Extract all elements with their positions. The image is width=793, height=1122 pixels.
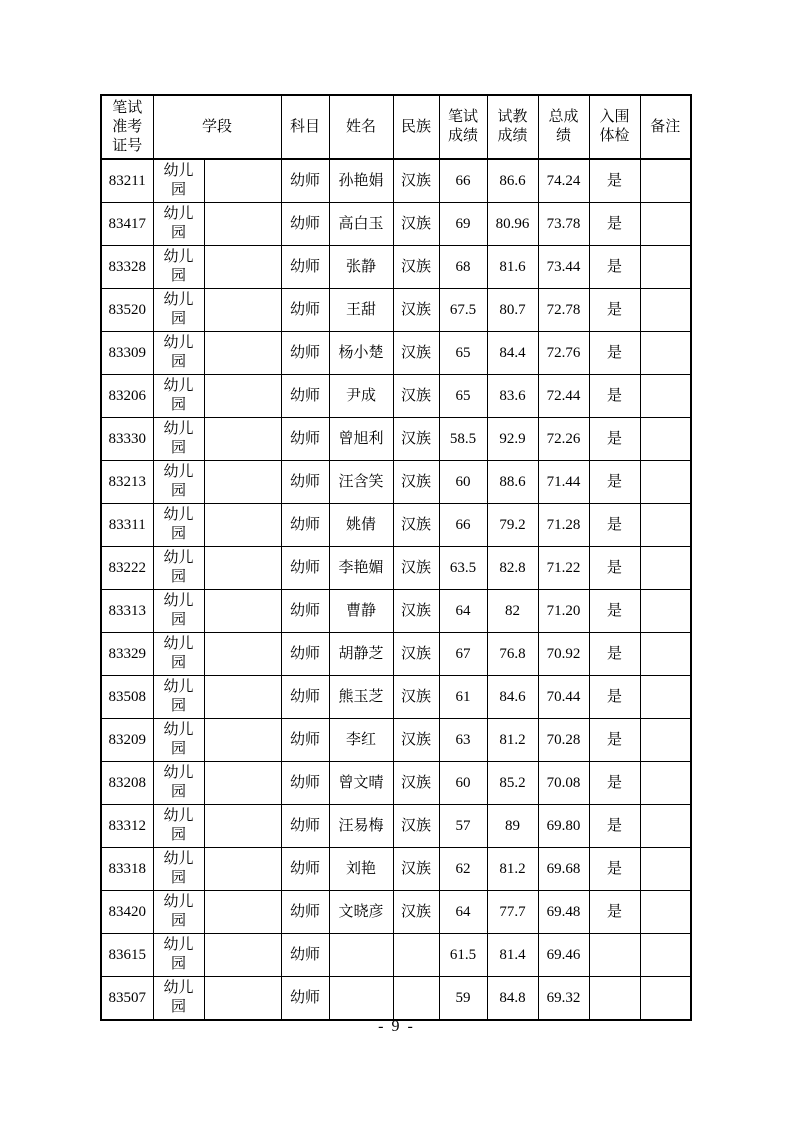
cell-subject: 幼师	[281, 676, 329, 719]
table-row	[101, 633, 691, 676]
cell-exam-no: 83312	[101, 805, 153, 848]
cell-teaching-score: 84.6	[487, 676, 538, 719]
cell-ethnicity: 汉族	[393, 891, 439, 934]
cell-stage: 幼儿园	[153, 934, 204, 977]
cell-remarks	[640, 590, 691, 633]
cell-written-score: 66	[439, 159, 487, 203]
cell-written-score: 65	[439, 375, 487, 418]
cell-exam-no: 83417	[101, 203, 153, 246]
cell-remarks	[640, 805, 691, 848]
cell-name	[329, 977, 393, 1021]
cell-name: 李艳媚	[329, 547, 393, 590]
cell-shortlist-physical: 是	[589, 676, 640, 719]
cell-total-score: 72.76	[538, 332, 589, 375]
cell-shortlist-physical: 是	[589, 203, 640, 246]
cell-teaching-score: 83.6	[487, 375, 538, 418]
cell-teaching-score: 80.7	[487, 289, 538, 332]
cell-ethnicity: 汉族	[393, 805, 439, 848]
table-row	[101, 590, 691, 633]
cell-shortlist-physical: 是	[589, 159, 640, 203]
cell-exam-no: 83313	[101, 590, 153, 633]
cell-shortlist-physical: 是	[589, 848, 640, 891]
cell-teaching-score: 84.8	[487, 977, 538, 1021]
cell-subject: 幼师	[281, 159, 329, 203]
cell-shortlist-physical: 是	[589, 590, 640, 633]
cell-stage: 幼儿园	[153, 676, 204, 719]
cell-remarks	[640, 332, 691, 375]
cell-ethnicity	[393, 934, 439, 977]
cell-shortlist-physical: 是	[589, 418, 640, 461]
cell-stage-sub	[204, 418, 281, 461]
cell-subject: 幼师	[281, 762, 329, 805]
cell-subject: 幼师	[281, 977, 329, 1021]
cell-ethnicity: 汉族	[393, 289, 439, 332]
cell-stage-sub	[204, 805, 281, 848]
cell-subject: 幼师	[281, 719, 329, 762]
cell-name: 汪易梅	[329, 805, 393, 848]
cell-total-score: 72.26	[538, 418, 589, 461]
cell-stage-sub	[204, 547, 281, 590]
cell-shortlist-physical: 是	[589, 461, 640, 504]
cell-name: 姚倩	[329, 504, 393, 547]
cell-remarks	[640, 547, 691, 590]
cell-stage: 幼儿园	[153, 418, 204, 461]
col-header-subject: 科目	[281, 95, 329, 159]
cell-total-score: 69.32	[538, 977, 589, 1021]
cell-written-score: 63	[439, 719, 487, 762]
table-row	[101, 547, 691, 590]
cell-written-score: 62	[439, 848, 487, 891]
cell-teaching-score: 81.2	[487, 719, 538, 762]
cell-stage-sub	[204, 159, 281, 203]
cell-stage: 幼儿园	[153, 332, 204, 375]
cell-total-score: 70.28	[538, 719, 589, 762]
cell-stage: 幼儿园	[153, 848, 204, 891]
cell-written-score: 60	[439, 461, 487, 504]
cell-subject: 幼师	[281, 891, 329, 934]
cell-subject: 幼师	[281, 504, 329, 547]
cell-shortlist-physical: 是	[589, 547, 640, 590]
cell-stage-sub	[204, 977, 281, 1021]
cell-ethnicity: 汉族	[393, 676, 439, 719]
cell-written-score: 59	[439, 977, 487, 1021]
cell-ethnicity: 汉族	[393, 375, 439, 418]
cell-subject: 幼师	[281, 375, 329, 418]
cell-total-score: 71.44	[538, 461, 589, 504]
cell-subject: 幼师	[281, 332, 329, 375]
col-header-exam-no: 笔试准考证号	[101, 95, 153, 159]
table-row	[101, 891, 691, 934]
cell-subject: 幼师	[281, 590, 329, 633]
cell-exam-no: 83309	[101, 332, 153, 375]
cell-teaching-score: 82	[487, 590, 538, 633]
cell-name: 李红	[329, 719, 393, 762]
cell-exam-no: 83208	[101, 762, 153, 805]
cell-ethnicity: 汉族	[393, 590, 439, 633]
cell-shortlist-physical: 是	[589, 289, 640, 332]
cell-teaching-score: 85.2	[487, 762, 538, 805]
cell-stage-sub	[204, 203, 281, 246]
cell-teaching-score: 79.2	[487, 504, 538, 547]
table-row	[101, 504, 691, 547]
cell-name: 孙艳娟	[329, 159, 393, 203]
cell-stage: 幼儿园	[153, 891, 204, 934]
table-row	[101, 159, 691, 203]
cell-stage: 幼儿园	[153, 246, 204, 289]
col-header-name: 姓名	[329, 95, 393, 159]
cell-shortlist-physical: 是	[589, 891, 640, 934]
cell-ethnicity: 汉族	[393, 418, 439, 461]
cell-teaching-score: 81.6	[487, 246, 538, 289]
table-row	[101, 375, 691, 418]
table-row	[101, 461, 691, 504]
cell-stage-sub	[204, 289, 281, 332]
cell-total-score: 70.08	[538, 762, 589, 805]
cell-subject: 幼师	[281, 203, 329, 246]
cell-shortlist-physical: 是	[589, 762, 640, 805]
cell-written-score: 57	[439, 805, 487, 848]
cell-total-score: 72.78	[538, 289, 589, 332]
cell-subject: 幼师	[281, 934, 329, 977]
cell-remarks	[640, 504, 691, 547]
table-row	[101, 719, 691, 762]
col-header-remarks: 备注	[640, 95, 691, 159]
cell-teaching-score: 80.96	[487, 203, 538, 246]
cell-teaching-score: 88.6	[487, 461, 538, 504]
cell-exam-no: 83508	[101, 676, 153, 719]
cell-shortlist-physical	[589, 934, 640, 977]
cell-written-score: 60	[439, 762, 487, 805]
cell-stage-sub	[204, 848, 281, 891]
cell-teaching-score: 76.8	[487, 633, 538, 676]
cell-remarks	[640, 461, 691, 504]
cell-total-score: 69.46	[538, 934, 589, 977]
cell-total-score: 71.20	[538, 590, 589, 633]
cell-written-score: 64	[439, 590, 487, 633]
cell-remarks	[640, 891, 691, 934]
cell-written-score: 68	[439, 246, 487, 289]
col-header-shortlist-physical: 入围体检	[589, 95, 640, 159]
table-row	[101, 289, 691, 332]
cell-ethnicity: 汉族	[393, 461, 439, 504]
cell-stage: 幼儿园	[153, 461, 204, 504]
cell-subject: 幼师	[281, 848, 329, 891]
cell-exam-no: 83329	[101, 633, 153, 676]
cell-total-score: 71.28	[538, 504, 589, 547]
table-row	[101, 805, 691, 848]
cell-written-score: 67	[439, 633, 487, 676]
cell-subject: 幼师	[281, 461, 329, 504]
cell-remarks	[640, 719, 691, 762]
cell-written-score: 63.5	[439, 547, 487, 590]
col-header-stage: 学段	[153, 95, 281, 159]
cell-remarks	[640, 203, 691, 246]
cell-exam-no: 83311	[101, 504, 153, 547]
cell-stage-sub	[204, 762, 281, 805]
cell-exam-no: 83507	[101, 977, 153, 1021]
cell-shortlist-physical: 是	[589, 246, 640, 289]
cell-stage: 幼儿园	[153, 289, 204, 332]
cell-written-score: 65	[439, 332, 487, 375]
cell-stage: 幼儿园	[153, 203, 204, 246]
cell-remarks	[640, 977, 691, 1021]
table-row	[101, 332, 691, 375]
cell-remarks	[640, 375, 691, 418]
cell-ethnicity: 汉族	[393, 633, 439, 676]
cell-stage-sub	[204, 633, 281, 676]
cell-shortlist-physical: 是	[589, 805, 640, 848]
cell-written-score: 61.5	[439, 934, 487, 977]
cell-stage: 幼儿园	[153, 633, 204, 676]
table-row	[101, 977, 691, 1021]
col-header-ethnicity: 民族	[393, 95, 439, 159]
cell-stage-sub	[204, 676, 281, 719]
table-row	[101, 762, 691, 805]
cell-shortlist-physical: 是	[589, 332, 640, 375]
cell-teaching-score: 89	[487, 805, 538, 848]
cell-remarks	[640, 246, 691, 289]
cell-ethnicity: 汉族	[393, 719, 439, 762]
cell-written-score: 58.5	[439, 418, 487, 461]
cell-total-score: 70.44	[538, 676, 589, 719]
cell-remarks	[640, 848, 691, 891]
cell-exam-no: 83330	[101, 418, 153, 461]
cell-name: 王甜	[329, 289, 393, 332]
cell-remarks	[640, 762, 691, 805]
cell-stage-sub	[204, 504, 281, 547]
table-row	[101, 203, 691, 246]
cell-written-score: 67.5	[439, 289, 487, 332]
cell-subject: 幼师	[281, 805, 329, 848]
col-header-written-score: 笔试成绩	[439, 95, 487, 159]
cell-stage-sub	[204, 891, 281, 934]
table-row	[101, 934, 691, 977]
cell-stage-sub	[204, 332, 281, 375]
cell-exam-no: 83213	[101, 461, 153, 504]
cell-exam-no: 83420	[101, 891, 153, 934]
cell-total-score: 69.68	[538, 848, 589, 891]
cell-exam-no: 83318	[101, 848, 153, 891]
cell-stage-sub	[204, 719, 281, 762]
cell-exam-no: 83222	[101, 547, 153, 590]
cell-name: 汪含笑	[329, 461, 393, 504]
cell-remarks	[640, 159, 691, 203]
cell-name: 曾旭利	[329, 418, 393, 461]
cell-shortlist-physical: 是	[589, 633, 640, 676]
cell-name: 刘艳	[329, 848, 393, 891]
cell-stage: 幼儿园	[153, 805, 204, 848]
cell-shortlist-physical: 是	[589, 504, 640, 547]
page-number: - 9 -	[378, 1018, 415, 1035]
cell-written-score: 69	[439, 203, 487, 246]
cell-name: 高白玉	[329, 203, 393, 246]
cell-remarks	[640, 633, 691, 676]
cell-stage: 幼儿园	[153, 977, 204, 1021]
cell-name	[329, 934, 393, 977]
cell-exam-no: 83520	[101, 289, 153, 332]
cell-stage: 幼儿园	[153, 159, 204, 203]
cell-teaching-score: 81.2	[487, 848, 538, 891]
cell-written-score: 66	[439, 504, 487, 547]
cell-stage-sub	[204, 590, 281, 633]
cell-remarks	[640, 289, 691, 332]
cell-stage: 幼儿园	[153, 375, 204, 418]
cell-ethnicity: 汉族	[393, 504, 439, 547]
cell-teaching-score: 82.8	[487, 547, 538, 590]
cell-total-score: 74.24	[538, 159, 589, 203]
cell-name: 曹静	[329, 590, 393, 633]
cell-remarks	[640, 418, 691, 461]
cell-exam-no: 83328	[101, 246, 153, 289]
cell-ethnicity: 汉族	[393, 246, 439, 289]
cell-name: 胡静芝	[329, 633, 393, 676]
cell-ethnicity: 汉族	[393, 332, 439, 375]
cell-ethnicity: 汉族	[393, 159, 439, 203]
cell-subject: 幼师	[281, 246, 329, 289]
cell-remarks	[640, 676, 691, 719]
col-header-total-score: 总成绩	[538, 95, 589, 159]
cell-name: 尹成	[329, 375, 393, 418]
cell-total-score: 73.44	[538, 246, 589, 289]
table-row	[101, 418, 691, 461]
cell-exam-no: 83615	[101, 934, 153, 977]
cell-subject: 幼师	[281, 418, 329, 461]
cell-subject: 幼师	[281, 633, 329, 676]
cell-name: 杨小楚	[329, 332, 393, 375]
cell-total-score: 73.78	[538, 203, 589, 246]
cell-stage: 幼儿园	[153, 504, 204, 547]
cell-ethnicity: 汉族	[393, 848, 439, 891]
cell-shortlist-physical	[589, 977, 640, 1021]
cell-total-score: 72.44	[538, 375, 589, 418]
cell-teaching-score: 92.9	[487, 418, 538, 461]
cell-written-score: 64	[439, 891, 487, 934]
col-header-teaching-score: 试教成绩	[487, 95, 538, 159]
cell-name: 文晓彦	[329, 891, 393, 934]
cell-stage-sub	[204, 246, 281, 289]
table-row	[101, 848, 691, 891]
table-row	[101, 676, 691, 719]
cell-ethnicity: 汉族	[393, 547, 439, 590]
cell-teaching-score: 86.6	[487, 159, 538, 203]
score-table	[100, 94, 692, 1021]
cell-teaching-score: 77.7	[487, 891, 538, 934]
cell-remarks	[640, 934, 691, 977]
cell-stage: 幼儿园	[153, 590, 204, 633]
cell-shortlist-physical: 是	[589, 375, 640, 418]
cell-name: 曾文晴	[329, 762, 393, 805]
cell-shortlist-physical: 是	[589, 719, 640, 762]
cell-total-score: 70.92	[538, 633, 589, 676]
cell-ethnicity	[393, 977, 439, 1021]
cell-stage: 幼儿园	[153, 547, 204, 590]
cell-name: 熊玉芝	[329, 676, 393, 719]
cell-stage: 幼儿园	[153, 719, 204, 762]
cell-total-score: 69.48	[538, 891, 589, 934]
cell-written-score: 61	[439, 676, 487, 719]
cell-total-score: 69.80	[538, 805, 589, 848]
cell-stage-sub	[204, 934, 281, 977]
cell-subject: 幼师	[281, 547, 329, 590]
table-row	[101, 246, 691, 289]
cell-exam-no: 83206	[101, 375, 153, 418]
cell-ethnicity: 汉族	[393, 203, 439, 246]
cell-teaching-score: 81.4	[487, 934, 538, 977]
cell-subject: 幼师	[281, 289, 329, 332]
cell-exam-no: 83211	[101, 159, 153, 203]
cell-stage-sub	[204, 375, 281, 418]
cell-name: 张静	[329, 246, 393, 289]
cell-total-score: 71.22	[538, 547, 589, 590]
cell-stage-sub	[204, 461, 281, 504]
cell-teaching-score: 84.4	[487, 332, 538, 375]
cell-exam-no: 83209	[101, 719, 153, 762]
cell-ethnicity: 汉族	[393, 762, 439, 805]
cell-stage: 幼儿园	[153, 762, 204, 805]
header-row	[101, 95, 691, 159]
